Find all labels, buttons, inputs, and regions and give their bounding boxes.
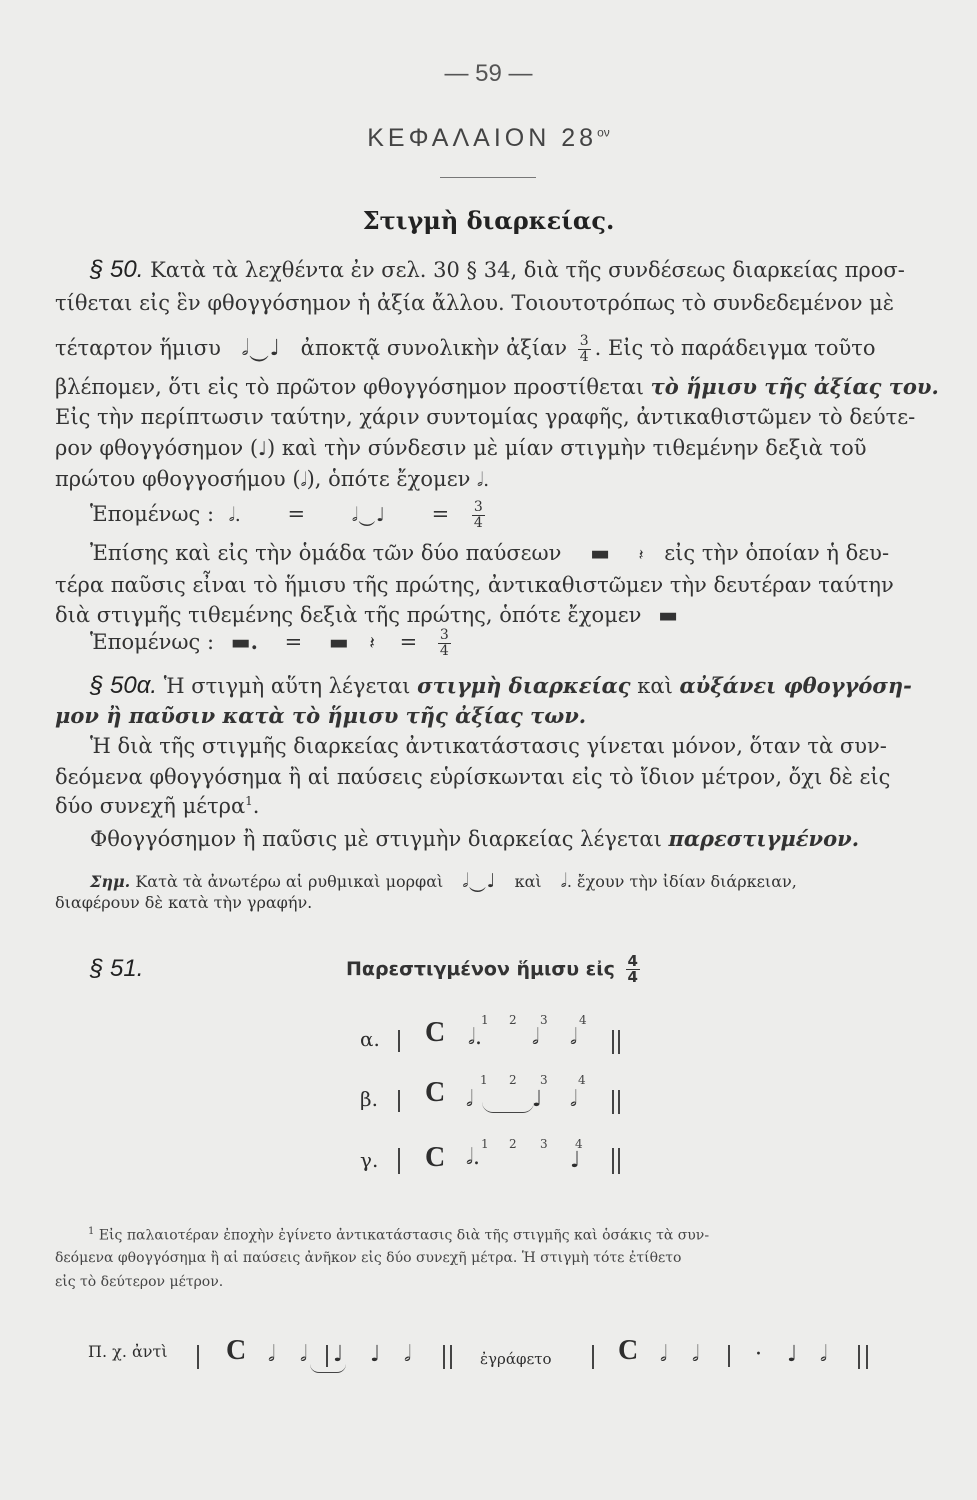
double-barline <box>612 1148 614 1174</box>
rest-pair-icon: ▬ <box>590 540 610 565</box>
remark-text-1a: Κατὰ τὰ ἀνωτέρω αἱ ρυθμικαὶ μορφαὶ <box>135 872 444 891</box>
para50a-emphasis-1b: στιγμὴ διαρκείας <box>417 673 631 698</box>
beat-number: 1 <box>481 1137 489 1151</box>
fraction-three-quarters: $\frac{3}{4}$ <box>439 627 449 659</box>
double-barline <box>866 1345 868 1369</box>
para50-text-6a: ρον φθογγόσημον ( <box>55 436 259 460</box>
barline <box>398 1090 400 1112</box>
common-time-icon: C <box>425 1077 446 1108</box>
double-barline <box>612 1090 614 1114</box>
common-time-icon: C <box>618 1335 639 1366</box>
para50a-line5: δύο συνεχῆ μέτρα$^1$. <box>55 794 260 818</box>
dotted-rest-icon: ▬ <box>658 602 678 627</box>
para50-text-4a: βλέπομεν, ὅτι εἰς τὸ πρῶτον φθογγόσημον προστίθεται <box>55 375 644 399</box>
common-time-icon: C <box>425 1142 446 1173</box>
para50a-emphasis-6b: παρεστιγμένον. <box>668 826 860 851</box>
double-barline <box>443 1345 445 1369</box>
double-barline <box>618 1090 620 1114</box>
barline <box>398 1030 400 1052</box>
therefore-line-1 <box>90 500 489 531</box>
half-note-icon: 𝅗𝅥 <box>820 1342 827 1367</box>
para50-line7 <box>55 467 489 491</box>
para50a-line1 <box>90 672 912 700</box>
therefore-label-2: Ἑπομένως : <box>90 630 215 654</box>
para50-line10 <box>55 602 678 627</box>
beat-number: 1 <box>481 1013 489 1027</box>
fraction-three-quarters: $\frac{3}{4}$ <box>473 499 483 531</box>
common-time-icon: C <box>226 1335 247 1366</box>
augmentation-dot-icon: · <box>755 1342 762 1367</box>
para50a-line6 <box>90 826 859 851</box>
section-51-sign: § 51. <box>90 955 144 982</box>
footnote-line2: δεόμενα φθογγόσημα ἢ αἱ παύσεις ἀνῆκον εἰς δύο συνεχῆ μέτρα. Ἡ στιγμὴ τότε ἐτίθετο <box>55 1250 682 1266</box>
half-note-icon: 𝅗𝅥 <box>404 1342 411 1367</box>
beat-number: 3 <box>540 1137 548 1151</box>
section-51-heading <box>346 954 644 985</box>
row-beta-label: β. <box>360 1087 378 1111</box>
para50-line8 <box>90 540 889 565</box>
half-note-icon: 𝅗𝅥 <box>300 469 307 491</box>
double-barline <box>858 1345 860 1369</box>
para50a-line4: δεόμενα φθογγόσημα ἢ αἱ παύσεις εὑρίσκωνται εἰς τὸ ἴδιον μέτρον, ὄχι δὲ εἰς <box>55 765 891 789</box>
quarter-note-icon: ♩ <box>258 438 267 460</box>
para50-text-3b: ἀποκτᾷ συνολικὴν ἀξίαν <box>300 336 567 360</box>
para50a-text-5: δύο συνεχῆ μέτρα <box>55 794 246 818</box>
header-rule <box>440 177 536 178</box>
footnote-line3: εἰς τὸ δεύτερον μέτρον. <box>55 1274 224 1290</box>
remark-line1 <box>90 870 797 892</box>
double-barline <box>618 1030 620 1054</box>
equals-sign: = <box>431 502 450 526</box>
para50-text-1: Κατὰ τὰ λεχθέντα ἐν σελ. 30 § 34, διὰ τῆς συνδέσεως διαρκείας προσ- <box>150 258 905 282</box>
time-signature-fraction: $\frac{4}{4}$ <box>627 952 638 986</box>
barline <box>197 1345 199 1369</box>
page-number: — 59 — <box>444 60 533 87</box>
beat-number: 4 <box>579 1013 587 1027</box>
therefore-label-1: Ἑπομένως : <box>90 502 215 526</box>
para50-text-8: Ἐπίσης καὶ εἰς τὴν ὁμάδα τῶν δύο παύσεων <box>90 541 562 565</box>
beat-number: 2 <box>509 1073 517 1087</box>
para50a-emphasis-1d: αὐξάνει φθογγόση- <box>679 673 912 698</box>
beat-number: 4 <box>575 1137 583 1151</box>
para50a-line2: μον ἢ παῦσιν κατὰ τὸ ἥμισυ τῆς ἀξίας των. <box>55 703 587 728</box>
half-note-icon: 𝅗𝅥 <box>268 1342 275 1367</box>
para50-line3 <box>55 334 876 365</box>
remark-text-1b: καὶ <box>514 872 542 891</box>
half-rest-icon: ▬ <box>328 629 349 654</box>
para50-line1 <box>90 256 905 284</box>
quarter-rest-icon: 𝄽 <box>369 633 375 654</box>
half-note-icon: 𝅗𝅥 <box>300 1342 307 1367</box>
barline <box>326 1345 328 1367</box>
remark-label: Σημ. <box>90 872 131 891</box>
para50-line6 <box>55 436 867 460</box>
footnote-text-1: Εἰς παλαιοτέραν ἐποχὴν ἐγίνετο ἀντικατάστασις διὰ τῆς στιγμῆς καὶ ὁσάκις τὰ συν- <box>98 1227 710 1244</box>
dotted-half-note-icon: 𝅗𝅥. <box>466 1145 480 1170</box>
footnote-ref: 1 <box>245 794 253 808</box>
half-note-icon: 𝅗𝅥 <box>660 1342 667 1367</box>
therefore-line-2 <box>90 628 455 659</box>
dotted-rest-icon: ▬. <box>230 629 258 654</box>
beat-number: 4 <box>578 1073 586 1087</box>
beat-number: 1 <box>480 1073 488 1087</box>
beat-number: 3 <box>540 1073 548 1087</box>
para50-text-3a: τέταρτον ἥμισυ <box>55 336 221 360</box>
half-note-icon: 𝅗𝅥 <box>570 1087 577 1112</box>
tied-notes-icon: 𝅗𝅥‿♩ <box>462 870 496 892</box>
para50-line9: τέρα παῦσις εἶναι τὸ ἥμισυ τῆς πρώτης, ἀντικαθιστῶμεν τὴν δευτέραν ταύτην <box>55 573 894 597</box>
quarter-note-icon: ♩ <box>333 1342 344 1367</box>
para50-text-10: διὰ στιγμῆς τιθεμένης δεξιὰ τῆς πρώτης, ὁπότε ἔχομεν <box>55 603 642 627</box>
barline <box>728 1345 730 1367</box>
footnote-line1 <box>88 1226 709 1244</box>
equals-sign: = <box>287 502 306 526</box>
para50-text-8b: εἰς τὴν ὁποίαν ἡ δευ- <box>664 541 890 565</box>
para50-line4 <box>55 374 939 399</box>
quarter-note-icon: ♩ <box>370 1342 381 1367</box>
dotted-half-note-icon: 𝅗𝅥. <box>468 1025 482 1050</box>
chapter-suffix: ον <box>597 125 610 140</box>
double-barline <box>450 1345 452 1369</box>
equals-sign: = <box>284 630 303 654</box>
barline <box>398 1148 400 1174</box>
double-barline <box>618 1148 620 1174</box>
tie-icon <box>482 1102 534 1113</box>
para50-text-7a: πρώτου φθογγοσήμου ( <box>55 467 301 491</box>
para50a-line3: Ἡ διὰ τῆς στιγμῆς διαρκείας ἀντικατάστασις γίνεται μόνον, ὅταν τὰ συν- <box>90 734 887 758</box>
para50-emphasis-4b: τὸ ἥμισυ τῆς ἀξίας του. <box>650 374 939 399</box>
double-barline <box>612 1030 614 1054</box>
para50-text-7b: ), ὁπότε ἔχομεν <box>306 467 471 491</box>
common-time-icon: C <box>425 1017 446 1048</box>
example-label: Π. χ. ἀντὶ <box>88 1342 168 1361</box>
footnote-mark: 1 <box>88 1226 95 1237</box>
section-title: Στιγμὴ διαρκείας. <box>362 206 615 235</box>
para50-line2: τίθεται εἰς ἓν φθογγόσημον ἡ ἀξία ἄλλου. Τοιουτοτρόπως τὸ συνδεδεμένον μὲ <box>55 291 895 315</box>
section-51-heading-text: Παρεστιγμένον ἥμισυ εἰς <box>346 958 615 980</box>
half-note-icon: 𝅗𝅥 <box>570 1025 577 1050</box>
half-note-icon: 𝅗𝅥 <box>532 1025 539 1050</box>
dotted-half-note-icon: 𝅗𝅥 <box>560 870 567 892</box>
dotted-half-note-icon: 𝅗𝅥. <box>228 504 241 526</box>
para50-line5: Εἰς τὴν περίπτωσιν ταύτην, χάριν συντομίας γραφῆς, ἀντικαθιστῶμεν τὸ δεύτε- <box>55 405 916 429</box>
quarter-note-icon: ♩ <box>570 1148 581 1173</box>
beat-number: 2 <box>509 1013 517 1027</box>
half-note-icon: 𝅗𝅥 <box>692 1342 699 1367</box>
quarter-note-icon: ♩ <box>787 1342 798 1367</box>
para50a-text-1c: καὶ <box>637 674 673 698</box>
half-note-icon: 𝅗𝅥 <box>466 1087 473 1112</box>
tied-notes-icon: 𝅗𝅥‿♩ <box>351 504 385 526</box>
tied-notes-icon: 𝅗𝅥‿♩ <box>241 336 280 361</box>
section-50-sign: § 50. <box>90 256 144 283</box>
beat-number: 3 <box>540 1013 548 1027</box>
para50a-text-1a: Ἡ στιγμὴ αὕτη λέγεται <box>163 674 411 698</box>
dotted-half-note-icon: 𝅗𝅥. <box>477 469 490 491</box>
beat-number: 2 <box>509 1137 517 1151</box>
row-gamma-label: γ. <box>360 1148 379 1172</box>
chapter-title: ΚΕΦΑΛΑΙΟΝ 28 <box>367 124 598 152</box>
quarter-rest-icon: 𝄽 <box>638 545 644 564</box>
para50-text-3c: . Εἰς τὸ παράδειγμα τοῦτο <box>594 336 876 360</box>
row-alpha-label: α. <box>360 1027 380 1051</box>
section-50a-sign: § 50α. <box>90 672 158 699</box>
example-written-label: ἐγράφετο <box>480 1350 552 1368</box>
quarter-note-icon: ♩ <box>532 1087 543 1112</box>
fraction-three-quarters: $\frac{3}{4}$ <box>579 333 589 365</box>
remark-text-1c: . ἔχουν τὴν ἰδίαν διάρκειαν, <box>566 872 797 891</box>
remark-line2: διαφέρουν δὲ κατὰ τὴν γραφήν. <box>55 893 313 912</box>
barline <box>592 1345 594 1369</box>
para50-text-6b: ) καὶ τὴν σύνδεσιν μὲ μίαν στιγμὴν τιθεμένην δεξιὰ τοῦ <box>266 436 867 460</box>
para50a-text-6a: Φθογγόσημον ἢ παῦσις μὲ στιγμὴν διαρκείας λέγεται <box>90 827 662 851</box>
equals-sign: = <box>399 630 418 654</box>
chapter-heading <box>0 124 977 153</box>
